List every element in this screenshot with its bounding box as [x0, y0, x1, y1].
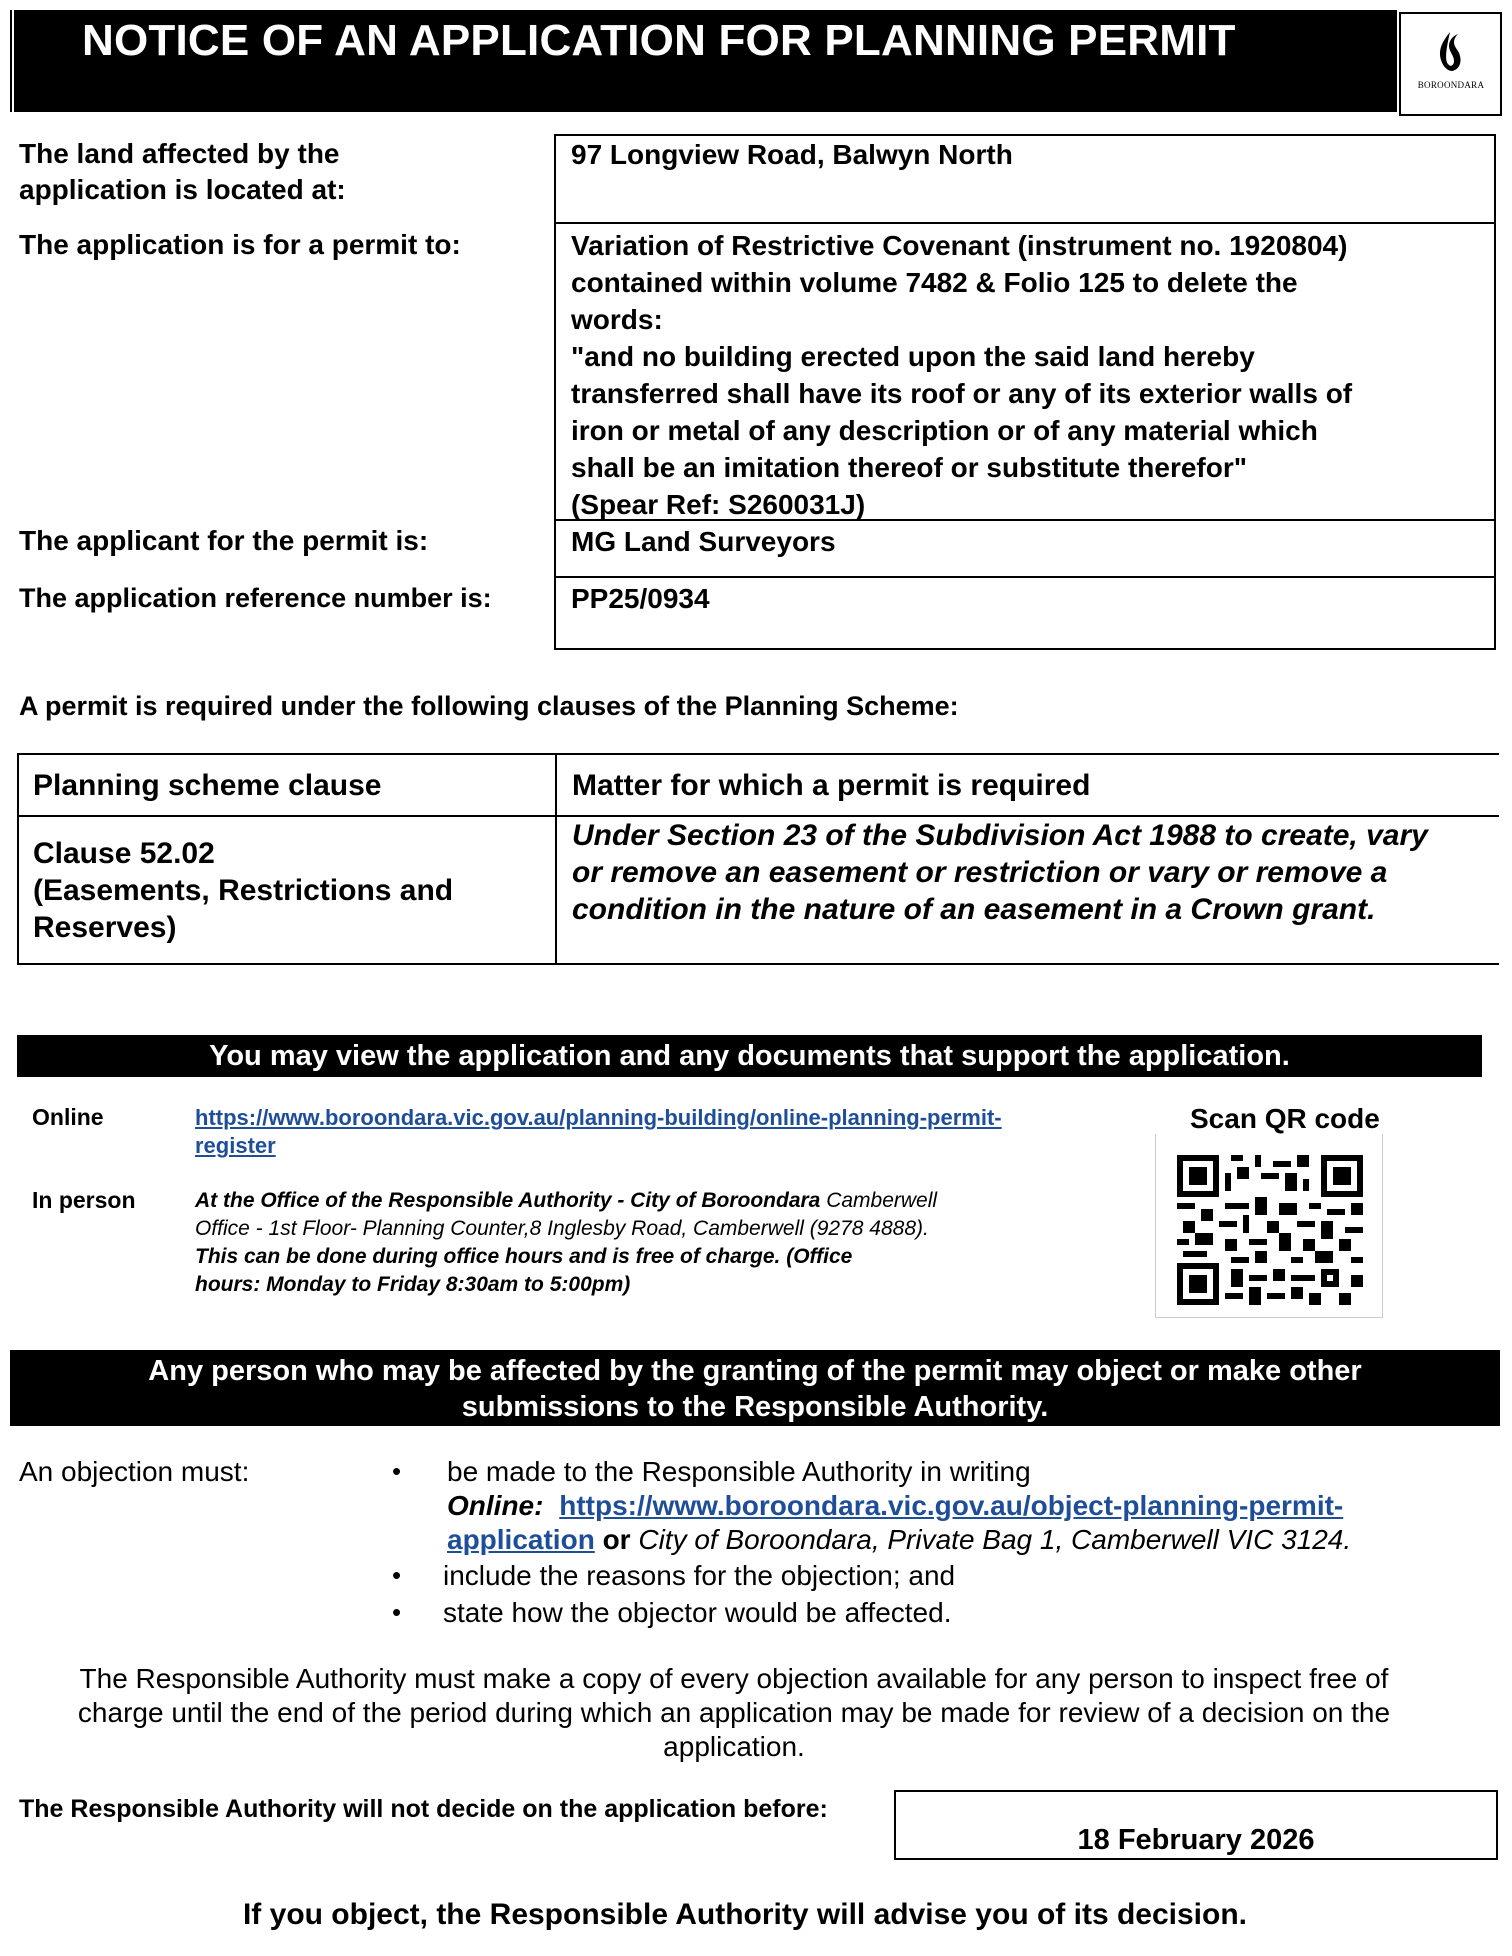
- qr-label: Scan QR code: [1190, 1103, 1380, 1134]
- online-label: Online: [32, 1104, 104, 1130]
- reference-value: PP25/0934: [571, 583, 710, 614]
- objection-item-affected: state how the objector would be affected.: [443, 1597, 952, 1628]
- clause-column-header: Planning scheme clause: [33, 769, 382, 802]
- applicant-label: The applicant for the permit is:: [19, 525, 429, 556]
- flame-logo-icon: [1432, 30, 1468, 74]
- permit-label: The application is for a permit to:: [19, 229, 461, 260]
- details-divider: [554, 576, 1496, 578]
- clauses-intro: A permit is required under the following clauses of the Planning Scheme:: [19, 691, 959, 721]
- register-link[interactable]: https://www.boroondara.vic.gov.au/planning-building/online-planning-permit- register: [195, 1105, 1002, 1158]
- objection-copy-notice: The Responsible Authority must make a copy of every objection available for any person to inspect free of charge until the end of the period during which an application may be made for review of a decision on the application.: [77, 1663, 1391, 1762]
- qr-code-icon[interactable]: [1177, 1154, 1363, 1306]
- table-border: [555, 753, 557, 965]
- land-value: 97 Longview Road, Balwyn North: [571, 139, 1013, 170]
- bullet-icon: •: [392, 1456, 402, 1486]
- table-border: [17, 753, 1499, 755]
- view-banner: You may view the application and any documents that support the application.: [17, 1035, 1482, 1077]
- object-link-cont[interactable]: application: [447, 1524, 595, 1555]
- objection-online: Online: https://www.boroondara.vic.gov.au/object-planning-permit-: [447, 1490, 1344, 1521]
- land-label-line1: The land affected by the: [19, 138, 340, 169]
- objection-item-reasons: include the reasons for the objection; and: [443, 1560, 956, 1591]
- decision-date: 18 February 2026: [1077, 1824, 1315, 1856]
- decide-label: The Responsible Authority will not decide on the application before:: [19, 1795, 828, 1823]
- objection-must-label: An objection must:: [19, 1456, 250, 1487]
- details-divider: [554, 222, 1496, 224]
- bullet-icon: •: [392, 1560, 402, 1590]
- land-label-line2: application is located at:: [19, 174, 346, 205]
- advise-notice: If you object, the Responsible Authority will advise you of its decision.: [242, 1898, 1248, 1931]
- page-title: NOTICE OF AN APPLICATION FOR PLANNING PERMIT: [82, 16, 1236, 65]
- matter-cell: Under Section 23 of the Subdivision Act 1988 to create, vary or remove an easement or restriction or vary or remove a condition in the nature of an easement in a Crown grant.: [572, 819, 1428, 926]
- applicant-value: MG Land Surveyors: [571, 526, 836, 557]
- in-person-details: At the Office of the Responsible Authority - City of Boroondara Camberwell Office - 1st Floor- Planning Counter,8 Inglesby Road, Camberwell (9278 4888). This can be done during office hours and is free of charge. (Office hours: Monday to Friday 8:30am to 5:00pm): [195, 1189, 938, 1296]
- objection-banner: Any person who may be affected by the granting of the permit may object or make other submissions to the Responsible Authority.: [10, 1350, 1500, 1426]
- in-person-label: In person: [32, 1187, 136, 1213]
- header-left-border: [10, 10, 12, 112]
- table-border: [17, 963, 1499, 965]
- bullet-icon: •: [392, 1597, 402, 1627]
- objection-item-writing: be made to the Responsible Authority in writing: [447, 1456, 1031, 1487]
- objection-postal: application or City of Boroondara, Private Bag 1, Camberwell VIC 3124.: [447, 1524, 1352, 1555]
- matter-column-header: Matter for which a permit is required: [572, 769, 1091, 802]
- reference-label: The application reference number is:: [19, 583, 492, 613]
- permit-description: Variation of Restrictive Covenant (instrument no. 1920804) contained within volume 7482 & Folio 125 to delete the words: "and no building erected upon the said land hereby transferred shall have its roof or any of its exterior walls of iron or metal of any description or of any material which shall be an imitation thereof or substitute therefor" (Spear Ref: S260031J): [571, 230, 1353, 520]
- logo-wordmark: BOROONDARA: [1417, 80, 1485, 90]
- object-link[interactable]: https://www.boroondara.vic.gov.au/object-planning-permit-: [559, 1490, 1344, 1521]
- table-border: [17, 753, 19, 965]
- clause-cell: Clause 52.02 (Easements, Restrictions and Reserves): [33, 837, 454, 944]
